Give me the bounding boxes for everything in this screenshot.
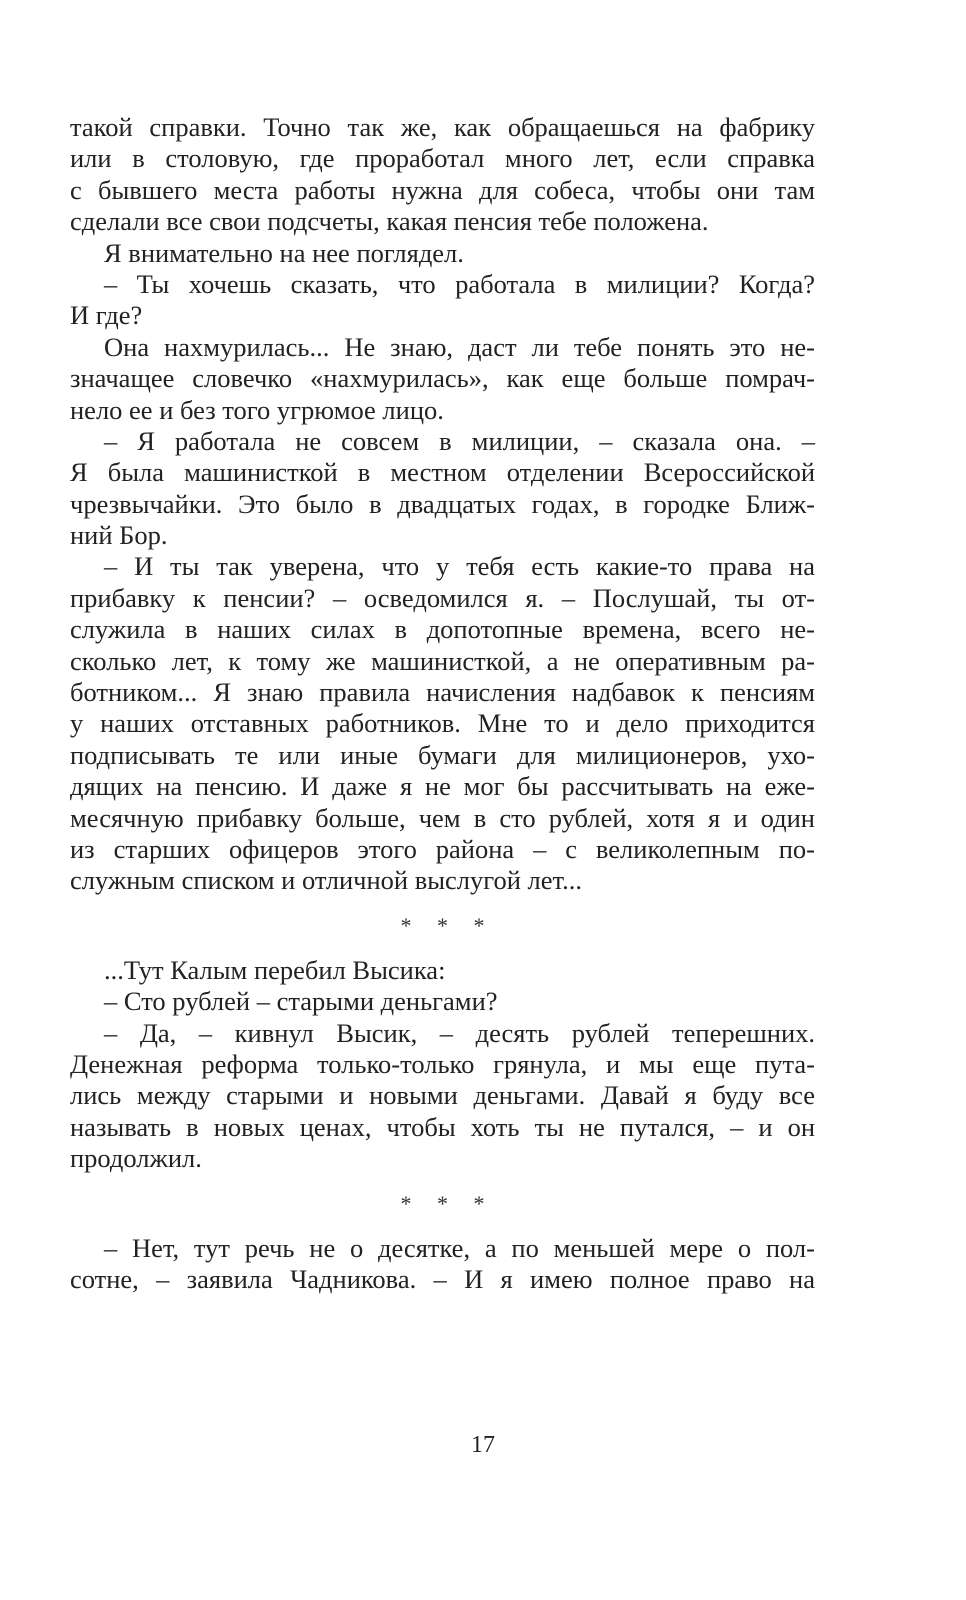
text-line: подписывать те или иные бумаги для милиционеров, ухо-: [70, 739, 815, 770]
paragraph: [70, 1233, 815, 1296]
page-number: 17: [471, 1432, 495, 1458]
paragraph: [70, 551, 815, 896]
text-line: называть в новых ценах, чтобы хоть ты не путался, – и он: [70, 1111, 815, 1142]
text-line: значащее словечко «нахмурилась», как еще больше помрач-: [70, 363, 815, 394]
text-line: служным списком и отличной выслугой лет...: [70, 865, 583, 896]
text-line: дящих на пенсию. И даже я не мог бы рассчитывать на еже-: [70, 771, 815, 802]
text-line: – И ты так уверена, что у тебя есть какие-то права на: [104, 551, 815, 582]
paragraph: [70, 238, 815, 269]
paragraph: [70, 955, 815, 986]
text-line: – Да, – кивнул Высик, – десять рублей теперешних.: [104, 1017, 815, 1048]
text-line: Она нахмурилась... Не знаю, даст ли тебе понять это не-: [104, 331, 815, 362]
text-line: прибавку к пенсии? – осведомился я. – Послушай, ты от-: [70, 582, 815, 613]
text-line: ний Бор.: [70, 520, 168, 551]
text-line: ботником... Я знаю правила начисления надбавок к пенсиям: [70, 677, 815, 708]
text-line: с бывшего места работы нужна для собеса, чтобы они там: [70, 174, 815, 205]
text-line: лись между старыми и новыми деньгами. Давай я буду все: [70, 1080, 815, 1111]
section-separator: * * *: [400, 1190, 495, 1216]
text-line: такой справки. Точно так же, как обращаешься на фабрику: [70, 112, 815, 142]
text-line: – Я работала не совсем в милиции, – сказала она. –: [104, 425, 815, 456]
text-line: – Ты хочешь сказать, что работала в милиции? Когда?: [104, 268, 815, 299]
paragraph: [70, 1018, 815, 1175]
text-line: чрезвычайки. Это было в двадцатых годах, в городке Ближ-: [70, 488, 815, 519]
text-line: ...Тут Калым перебил Высика:: [104, 954, 446, 985]
text-line: служила в наших силах в допотопные времена, всего не-: [70, 614, 815, 645]
text-line: продолжил.: [70, 1143, 202, 1174]
text-line: И где?: [70, 300, 143, 331]
text-line: или в столовую, где проработал много лет, если справка: [70, 143, 815, 174]
paragraph: [70, 332, 815, 426]
text-line: у наших отставных работников. Мне то и дело приходится: [70, 708, 815, 739]
paragraph: [70, 426, 815, 552]
section-separator: * * *: [400, 912, 495, 938]
text-line: сколько лет, к тому же машинисткой, а не оперативным ра-: [70, 645, 815, 676]
text-line: Я внимательно на нее поглядел.: [104, 237, 464, 268]
paragraph: [70, 112, 815, 238]
text-line: из старших офицеров этого района – с великолепным по-: [70, 833, 815, 864]
paragraph: [70, 986, 815, 1017]
text-line: Денежная реформа только-только грянула, и мы еще пута-: [70, 1048, 815, 1079]
text-line: месячную прибавку больше, чем в сто рублей, хотя я и один: [70, 802, 815, 833]
text-line: сделали все свои подсчеты, какая пенсия тебе положена.: [70, 206, 709, 237]
text-line: нело ее и без того угрюмое лицо.: [70, 394, 444, 425]
paragraph: [70, 269, 815, 332]
text-line: сотне, – заявила Чадникова. – И я имею полное право на: [70, 1263, 815, 1294]
page-body: [70, 112, 815, 1295]
text-line: Я была машинисткой в местном отделении Всероссийской: [70, 457, 815, 488]
text-line: – Нет, тут речь не о десятке, а по меньшей мере о пол-: [104, 1232, 815, 1263]
text-line: – Сто рублей – старыми деньгами?: [104, 986, 498, 1017]
